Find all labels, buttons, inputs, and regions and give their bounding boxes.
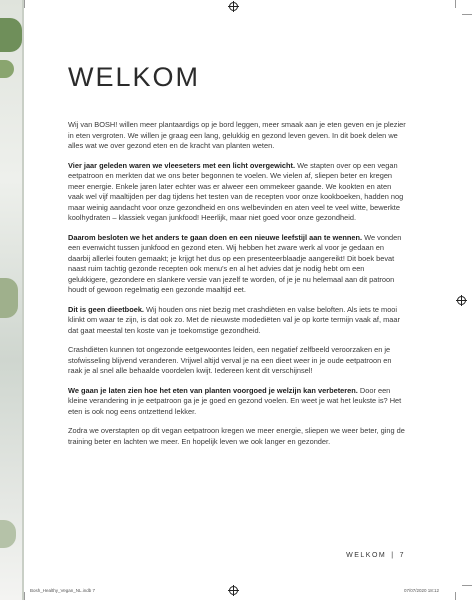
paragraph <box>68 120 406 152</box>
paragraph-text: Door een kleine verandering in je eetpatroon ga je je goed en gezond voelen. En weet je wat het leukste is? Het eten is ook nog eens ontzettend lekker. <box>68 385 402 416</box>
paragraph-lead: We gaan je laten zien hoe het eten van planten voorgoed je welzijn kan verbeteren. <box>68 385 358 395</box>
paragraph-lead: Vier jaar geleden waren we vleeseters met een licht overgewicht. <box>68 160 296 170</box>
paragraph-lead: Daarom besloten we het anders te gaan doen en een nieuwe leefstijl aan te wennen. <box>68 232 363 242</box>
paragraph <box>68 426 406 447</box>
crop-mark <box>455 592 456 600</box>
strip-edge <box>22 0 24 600</box>
footer-section: WELKOM <box>346 552 387 559</box>
print-slug-timestamp: 07/07/2020 18:12 <box>404 588 440 593</box>
paragraph <box>68 386 406 418</box>
crop-mark <box>24 0 25 8</box>
leaf-shape <box>0 520 16 548</box>
paragraph-text: Crashdiëten kunnen tot ongezonde eetgewoontes leiden, een negatief zelfbeeld veroorzaken en je stofwisseling blijvend veranderen. Vrijwel altijd verval je na een dieet weer in je oude eetpatroon en raak je al snel alle behaalde voordelen kwijt. Iedereen kent dit verschijnsel! <box>68 345 392 375</box>
leaf-shape <box>0 60 14 78</box>
paragraph-text: Wij houden ons niet bezig met crashdiëten en valse beloften. Als iets te mooi klinkt om waar te zijn, is dat ook zo. Met de nieuwste modediëten val je op korte termijn vaak af, maar dat gaat meestal ten koste van je toekomstige gezondheid. <box>68 304 400 335</box>
paragraph-text: Wij van BOSH! willen meer plantaardigs op je bord leggen, meer smaak aan je eten geven en je plezier in eten vergroten. We willen je graag een lang, gelukkig en gezond leven geven. In dit boek delen we alles wat we over gezond eten en de kracht van planten weten. <box>68 120 406 150</box>
registration-target-icon <box>457 296 466 305</box>
paragraph <box>68 233 406 296</box>
paragraph <box>68 305 406 337</box>
page-number: 7 <box>399 552 405 559</box>
photo-bleed-strip <box>0 0 24 600</box>
paragraph <box>68 345 406 377</box>
running-footer <box>346 552 405 559</box>
paragraph-text: We vonden een evenwicht tussen junkfood en gezond eten. Wij hebben het zware werk al voor je gedaan en daarbij allerlei fouten gemaakt; je krijgt het dus op een presenteerblaadje aangereikt! Dit boek bevat naast ruim tachtig gezonde recepten ook menu's en al het advies dat je nodig hebt om een gelukkigere, gezondere en slankere versie van jezelf te worden, of je je nu helemaal aan dit patroon houdt of gewoon regelmatig een gezonde maaltijd eet. <box>68 232 402 294</box>
footer-separator: | <box>391 552 395 559</box>
crop-mark <box>462 585 472 586</box>
crop-mark <box>24 592 25 600</box>
paragraph-lead: Dit is geen dieetboek. <box>68 304 144 314</box>
paragraph-text: We stapten over op een vegan eetpatroon en merkten dat we ons beter begonnen te voelen. We vielen af, sliepen beter en kregen meer energie. Enkele jaren later echter was er alweer een ommekeer gaande. We kookten en aten vaak wel vijf maaltijden per dag tijdens het testen van de recepten voor onze kookboeken, hadden nog maar weinig aandacht voor onze gezondheid en ons welbevinden en aten veel te veel witte, bewerkte koolhydraten – klassiek vegan junkfood! Heerlijk, maar niet goed voor onze gezondheid. <box>68 160 404 222</box>
paragraph <box>68 161 406 224</box>
page-title: WELKOM <box>68 62 201 92</box>
registration-target-icon <box>229 2 238 11</box>
leaf-shape <box>0 278 18 318</box>
crop-mark <box>455 0 456 8</box>
paragraph-text: Zodra we overstapten op dit vegan eetpatroon kregen we meer energie, sliepen we weer beter, ging de training beter en lachten we meer. En hopelijk leven we ook langer en gezonder. <box>68 426 405 446</box>
body-text <box>68 120 406 456</box>
leaf-shape <box>0 18 22 52</box>
registration-target-icon <box>229 586 238 595</box>
print-slug-file: Bosh_Healthy_Vegan_NL.indb 7 <box>30 588 96 593</box>
crop-mark <box>462 14 472 15</box>
